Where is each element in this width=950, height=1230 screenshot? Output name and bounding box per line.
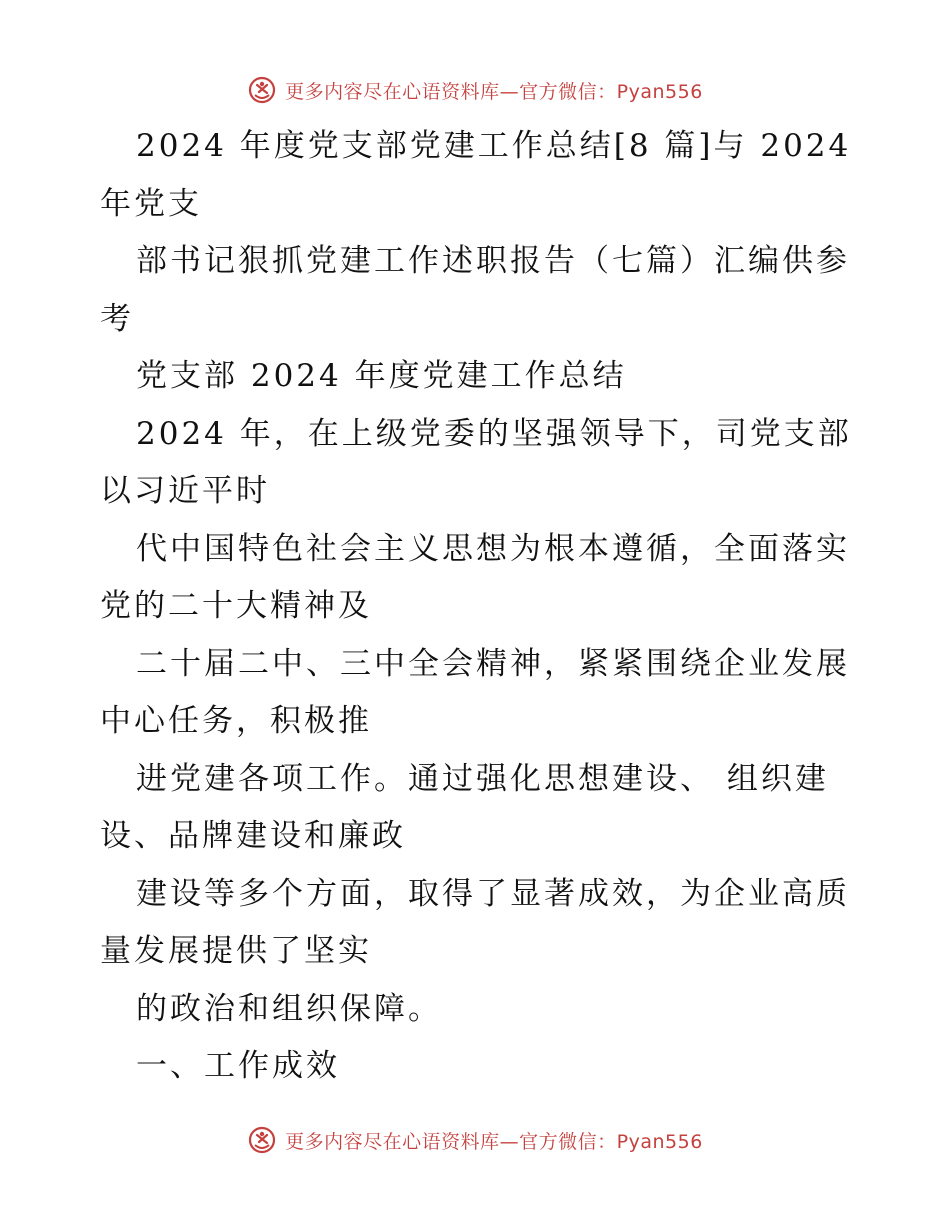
- paragraph-line: 设、品牌建设和廉政: [100, 818, 406, 854]
- watermark-footer: [0, 1120, 950, 1160]
- watermark-header: [0, 70, 950, 110]
- paragraph-line: 进党建各项工作。通过强化思想建设、 组织建: [136, 760, 829, 797]
- paragraph-line: 二十届二中、三中全会精神，紧紧围绕企业发展: [136, 645, 850, 682]
- document-body: [100, 118, 860, 1096]
- paragraph-line: 代中国特色社会主义思想为根本遵循，全面落实: [136, 530, 850, 567]
- paragraph-line: 量发展提供了坚实: [100, 933, 372, 969]
- title-line-1: 2024 年度党支部党建工作总结[8 篇]与 2024: [136, 128, 852, 164]
- watermark-text: 更多内容尽在心语资料库—官方微信：Pyan556: [285, 80, 703, 103]
- paragraph-line: 2024 年，在上级党委的坚强领导下，司党支部: [136, 415, 852, 452]
- title-line-2: 年党支: [100, 185, 202, 222]
- paragraph-line: 党的二十大精神及: [100, 588, 372, 624]
- section-heading: 党支部 2024 年度党建工作总结: [136, 358, 627, 394]
- paragraph-line: 的政治和组织保障。: [136, 990, 442, 1027]
- paragraph-line: 以习近平时: [100, 473, 270, 509]
- wreath-logo-icon: [247, 75, 277, 105]
- subsection-heading: 一、工作成效: [136, 1048, 340, 1084]
- title-line-4: 考: [100, 300, 134, 337]
- paragraph-line: 建设等多个方面，取得了显著成效，为企业高质: [136, 875, 850, 912]
- paragraph-line: 中心任务，积极推: [100, 703, 372, 739]
- wreath-logo-icon: [247, 1125, 277, 1155]
- watermark-text: 更多内容尽在心语资料库—官方微信：Pyan556: [285, 1130, 703, 1153]
- title-line-3: 部书记狠抓党建工作述职报告（七篇）汇编供参: [136, 243, 850, 279]
